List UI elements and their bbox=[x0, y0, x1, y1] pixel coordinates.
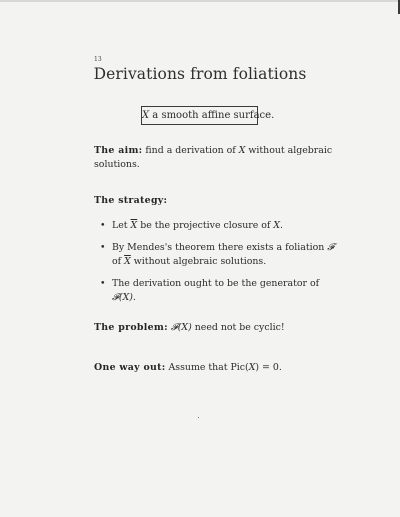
page-number: 13 bbox=[94, 56, 102, 63]
aim-label: The aim: bbox=[94, 145, 143, 156]
math-x: X bbox=[142, 110, 150, 121]
list-item bbox=[100, 241, 340, 269]
way-out-section bbox=[94, 361, 334, 375]
bullet-icon: • bbox=[100, 242, 106, 253]
way-out-text: Assume that Pic( bbox=[165, 362, 249, 373]
strategy-section bbox=[94, 194, 334, 208]
math-x: X bbox=[248, 362, 256, 373]
way-out-text-2: ) = 0. bbox=[255, 362, 282, 373]
bullet-text: without algebraic solutions. bbox=[130, 256, 267, 267]
bullet-text: be the projective closure of bbox=[137, 220, 274, 231]
list-item bbox=[100, 277, 340, 305]
aim-text-1: find a derivation of bbox=[142, 145, 239, 156]
list-item bbox=[100, 219, 340, 233]
math-x-paren: (X) bbox=[177, 322, 192, 333]
math-x-bar: $\overline{X}$ bbox=[130, 220, 138, 231]
boxed-statement-text: a smooth affine surface. bbox=[149, 110, 275, 121]
math-script-f: 𝓕 bbox=[327, 242, 335, 253]
bullet-icon: • bbox=[100, 220, 106, 231]
strategy-bullet-list bbox=[100, 219, 340, 313]
problem-section bbox=[94, 321, 334, 335]
problem-label: The problem: bbox=[94, 322, 168, 333]
bullet-text: Let bbox=[112, 220, 131, 231]
slide-title: Derivations from foliations bbox=[93, 65, 307, 83]
math-x-paren: (X) bbox=[118, 292, 133, 303]
math-script-f: 𝓕 bbox=[170, 322, 178, 333]
bullet-text: The derivation ought to be the generator of bbox=[112, 278, 320, 289]
math-script-f: 𝓕 bbox=[112, 292, 119, 303]
bullet-text: . bbox=[280, 220, 284, 231]
bullet-text: By Mendes's theorem there exists a foliation bbox=[112, 242, 328, 253]
scan-speck bbox=[198, 417, 199, 418]
way-out-label: One way out: bbox=[94, 362, 166, 373]
aim-text-2: without algebraic solutions. bbox=[94, 145, 333, 170]
bullet-text: . bbox=[132, 292, 136, 303]
math-x-bar: $\overline{X}$ bbox=[124, 256, 131, 267]
scan-edge-top bbox=[0, 0, 400, 2]
bullet-icon: • bbox=[100, 278, 106, 289]
strategy-label: The strategy: bbox=[94, 195, 168, 206]
boxed-statement bbox=[141, 106, 275, 125]
aim-math: X bbox=[238, 145, 246, 156]
problem-text: need not be cyclic! bbox=[191, 322, 285, 333]
math-x: X bbox=[273, 220, 281, 231]
aim-section bbox=[94, 144, 334, 172]
bullet-text: of bbox=[112, 256, 125, 267]
